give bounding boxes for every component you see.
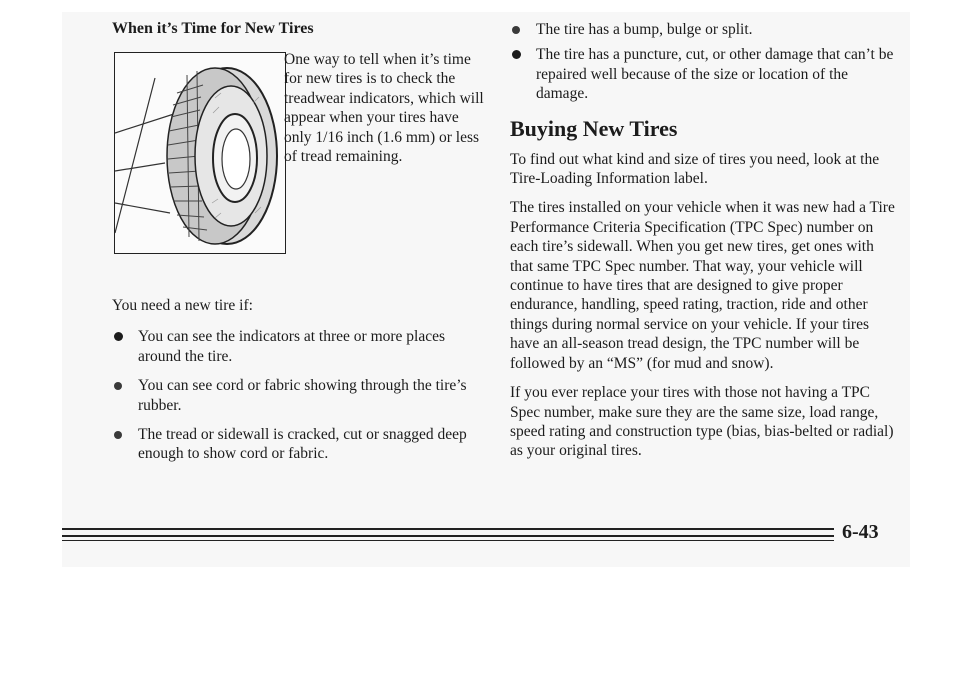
tire-icon xyxy=(115,53,285,253)
bullet-icon xyxy=(512,26,520,34)
list-item: The tire has a puncture, cut, or other damage that can’t be repaired well because of the size or location of the damage. xyxy=(510,45,895,103)
right-column xyxy=(510,20,895,471)
list-item: The tire has a bump, bulge or split. xyxy=(510,20,895,39)
section-title: When it’s Time for New Tires xyxy=(112,20,314,37)
bullet-icon xyxy=(512,50,521,59)
left-column xyxy=(112,20,487,474)
page-number: 6-43 xyxy=(842,521,879,543)
footer-rule xyxy=(62,540,834,541)
tire-illustration xyxy=(114,52,286,254)
footer-rule xyxy=(62,528,834,530)
bullet-icon xyxy=(114,431,122,439)
bullet-icon xyxy=(114,382,122,390)
bullet-icon xyxy=(114,332,123,341)
figure-caption-text: One way to tell when it’s time for new tires is to check the treadwear indicators, which will appear when your tires have only 1/16 inch (1.6 mm) or less of tread remaining. xyxy=(284,51,484,166)
list-item: The tread or sidewall is cracked, cut or snagged deep enough to show cord or fabric. xyxy=(112,425,487,464)
paragraph: To find out what kind and size of tires you need, look at the Tire-Loading Information label. xyxy=(510,150,880,188)
paragraph: The tires installed on your vehicle when it was new had a Tire Performance Criteria Specification (TPC Spec) number on each tire’s sidewall. When you get new tires, get ones with that same TPC Spec number. That way, your vehicle will continue to have tires that are designed to give proper endurance, handling, speed rating, traction, ride and other things during normal service on your vehicle. If your tires have an all-season tread design, the TPC number will be followed by an “MS” (for mud and snow). xyxy=(510,199,895,372)
new-tire-conditions-list xyxy=(112,327,487,463)
list-item: You can see the indicators at three or more places around the tire. xyxy=(112,327,487,366)
figure-row xyxy=(112,50,487,292)
section-heading: Buying New Tires xyxy=(510,115,678,141)
list-item: You can see cord or fabric showing through the tire’s rubber. xyxy=(112,376,487,415)
intro-text: You need a new tire if: xyxy=(112,297,253,314)
paragraph: If you ever replace your tires with those not having a TPC Spec number, make sure they are the same size, load range, speed rating and construction type (bias, bias-belted or radial) as your original tires. xyxy=(510,384,894,460)
footer-rule xyxy=(62,535,834,537)
damage-conditions-list xyxy=(510,20,895,104)
